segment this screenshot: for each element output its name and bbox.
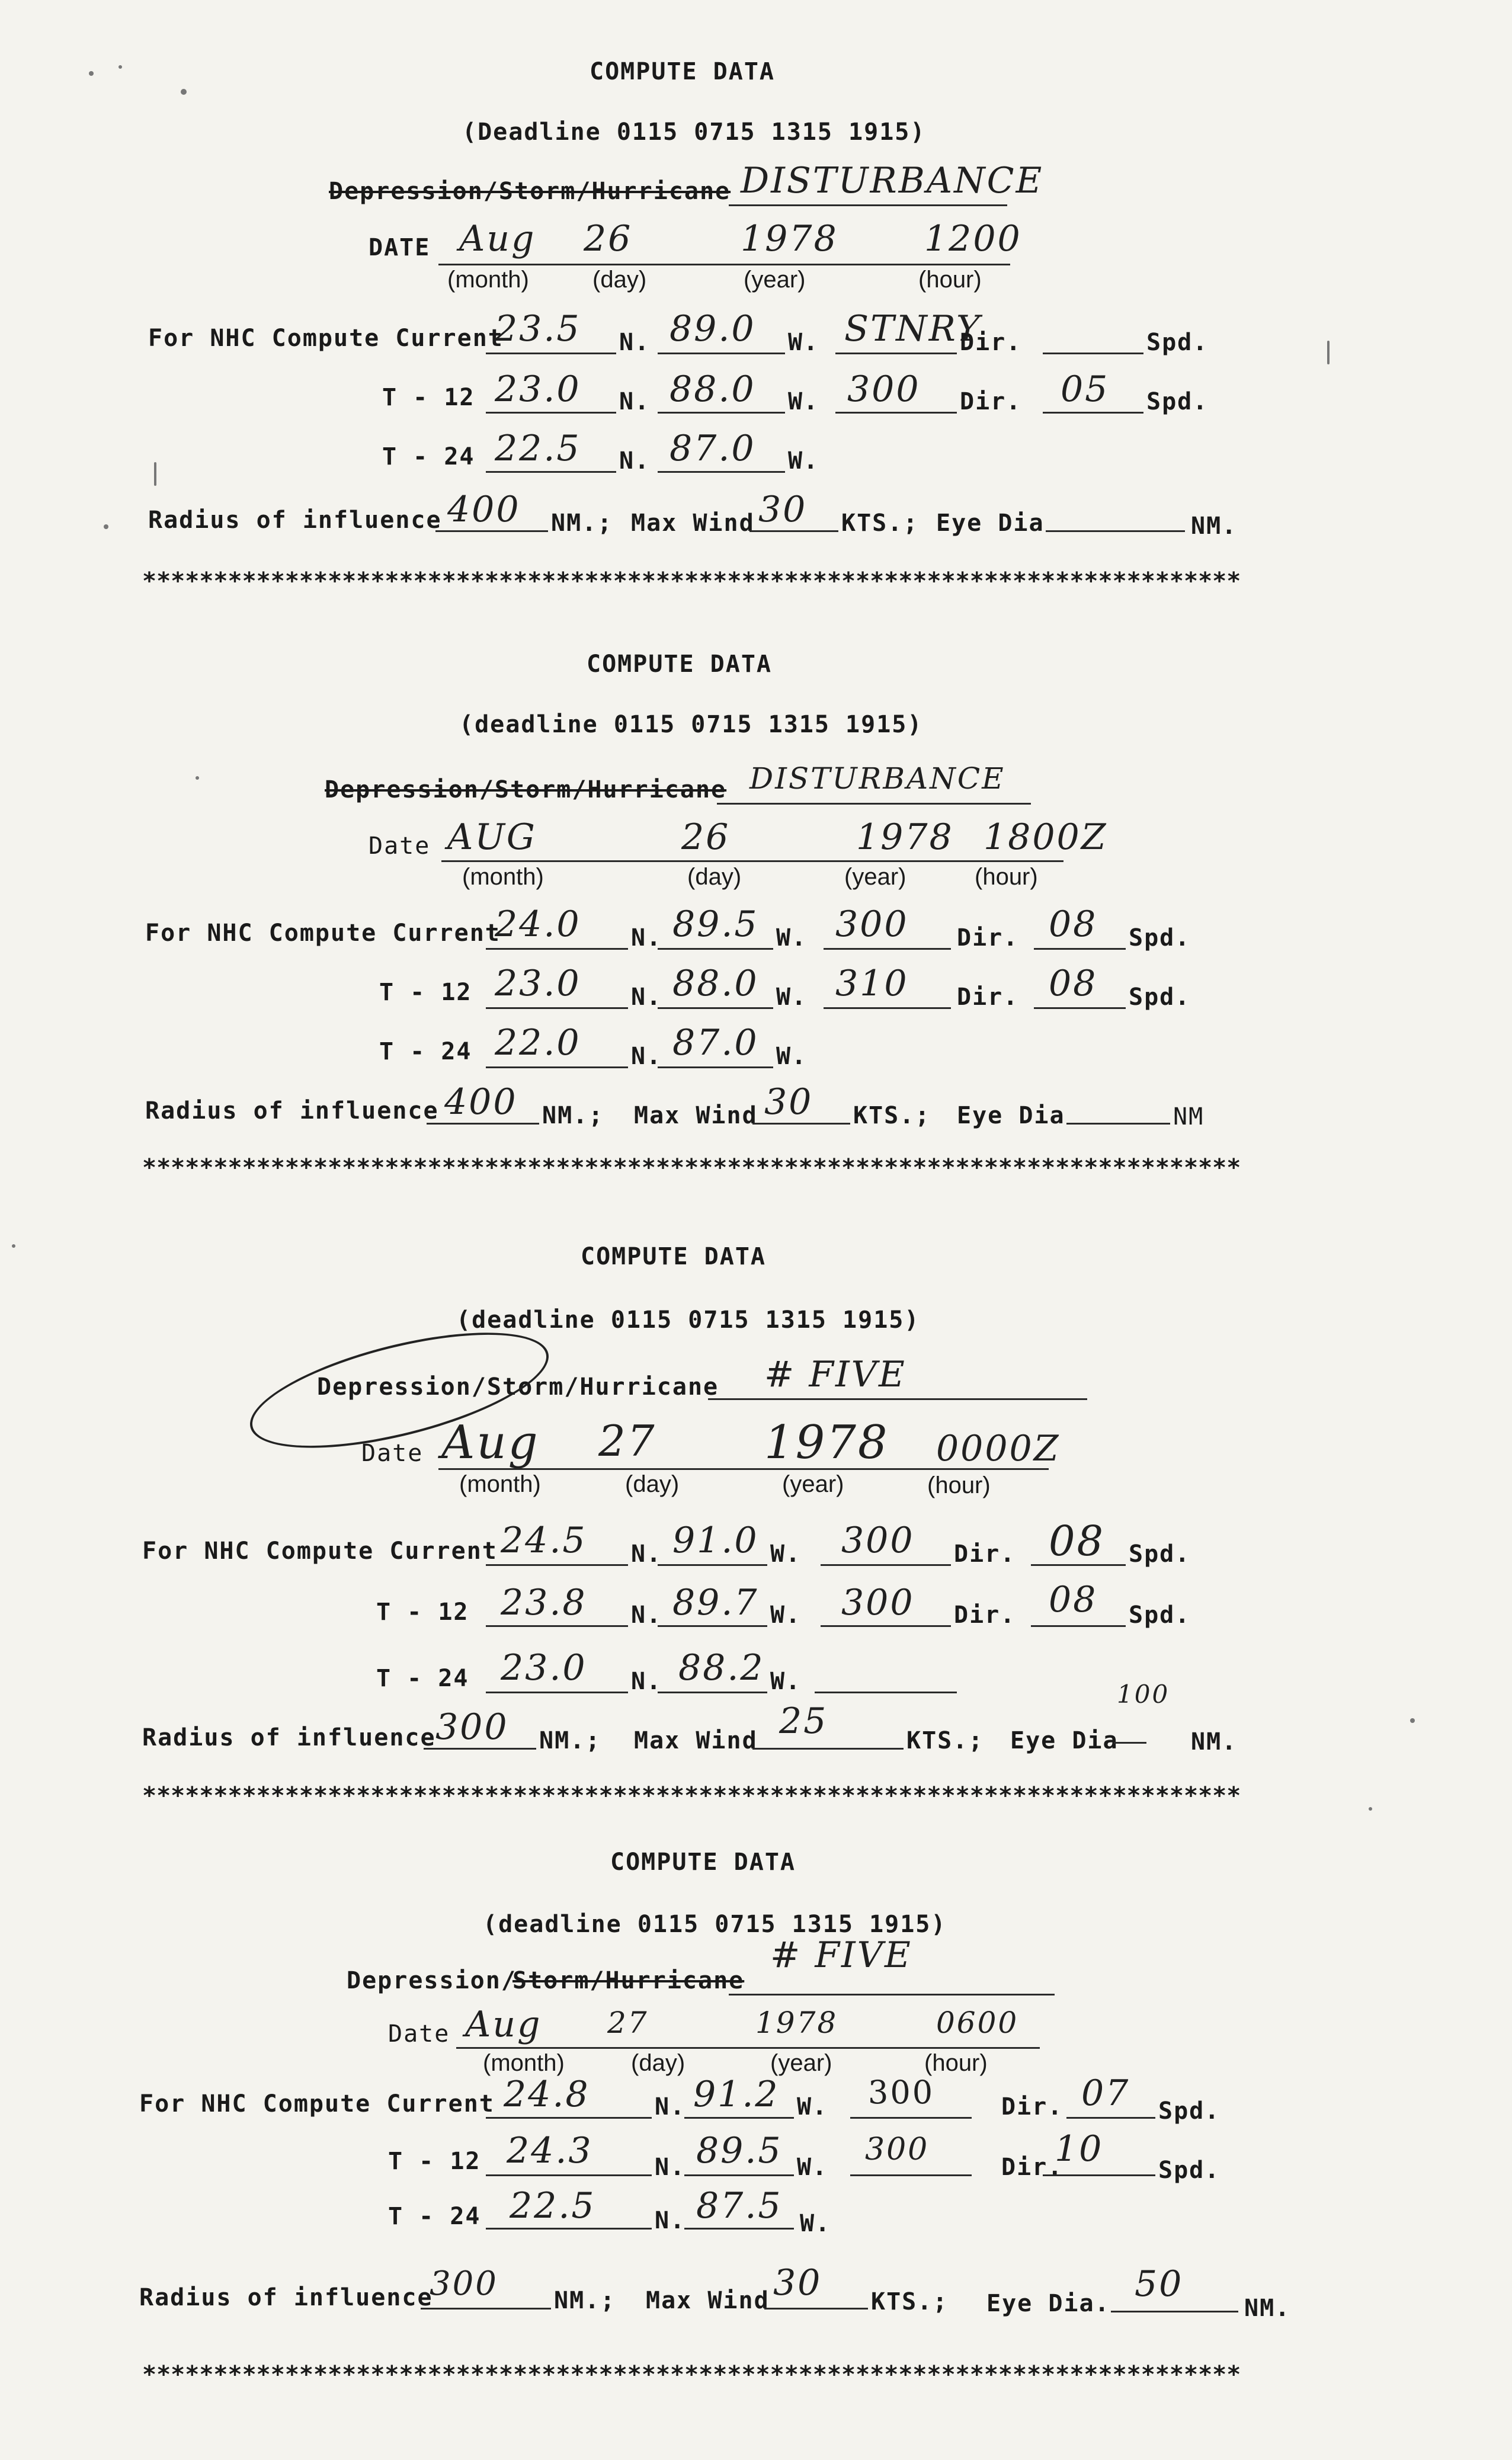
scan-speck — [104, 524, 108, 529]
form-title: COMPUTE DATA — [587, 651, 772, 678]
n-unit: N. — [631, 1668, 662, 1695]
current-lon: 91.2 — [693, 2074, 780, 2115]
t12-lat: 23.8 — [501, 1582, 587, 1623]
n-unit: N. — [655, 2093, 686, 2121]
deadline-text: (deadline 0115 0715 1315 1915) — [456, 1306, 920, 1334]
current-dir-line — [835, 353, 957, 354]
dir-unit: Dir. — [957, 984, 1019, 1011]
max-wind-line — [752, 1123, 850, 1125]
max-wind-value: 30 — [773, 2262, 822, 2304]
radius-line — [427, 1123, 539, 1125]
t24-lon-line — [658, 1692, 767, 1693]
current-lon-line — [658, 948, 773, 950]
cyclone-type-label-struck: Depression/Storm/Hurricane — [325, 776, 727, 803]
spd-unit: Spd. — [1129, 984, 1191, 1011]
spd-unit: Spd. — [1146, 329, 1209, 356]
w-unit: W. — [776, 924, 808, 952]
scan-speck — [118, 65, 122, 69]
t12-lat-line — [486, 1625, 628, 1627]
date-month-value: AUG — [447, 816, 537, 858]
current-lat-line — [486, 353, 616, 354]
date-label: Date — [361, 1440, 424, 1467]
eye-dia-value: 50 — [1135, 2263, 1184, 2305]
dir-unit: Dir. — [1001, 2154, 1063, 2181]
w-unit: W. — [788, 388, 819, 415]
date-year-value: 1978 — [856, 816, 954, 858]
max-wind-line — [749, 530, 838, 532]
kts-unit: KTS.; — [841, 510, 919, 537]
t24-lon-line — [658, 1066, 773, 1068]
month-caption: (month) — [483, 2050, 565, 2076]
year-caption: (year) — [782, 1471, 844, 1497]
radius-label: Radius of influence — [139, 2284, 433, 2311]
t12-lon-line — [658, 1625, 767, 1627]
radius-line — [435, 530, 548, 532]
spd-unit: Spd. — [1158, 2097, 1221, 2125]
current-label: For NHC Compute Current — [139, 2090, 495, 2118]
t12-lon-line — [658, 1007, 773, 1009]
t12-label: T - 12 — [379, 979, 472, 1006]
n-unit: N. — [631, 1601, 662, 1629]
t24-label: T - 24 — [388, 2203, 481, 2230]
radius-value: 300 — [430, 2264, 498, 2303]
w-unit: W. — [800, 2210, 831, 2237]
date-month-value: Aug — [465, 2004, 542, 2045]
t12-label: T - 12 — [388, 2148, 481, 2175]
current-lat: 24.5 — [501, 1520, 587, 1561]
t12-lon: 89.7 — [672, 1582, 759, 1623]
scan-speck — [154, 462, 156, 486]
current-label: For NHC Compute Current — [142, 1537, 498, 1565]
date-year-value: 1978 — [741, 218, 838, 260]
date-hour-value: 0000Z — [936, 1428, 1061, 1469]
t24-lon-line — [684, 2228, 794, 2230]
n-unit: N. — [655, 2207, 686, 2234]
separator-stars: ***************************************************************************** — [142, 1782, 1241, 1809]
date-label: Date — [388, 2020, 450, 2048]
max-wind-value: 30 — [764, 1081, 813, 1123]
current-dir-line — [821, 1564, 951, 1566]
t24-label: T - 24 — [382, 443, 475, 470]
hour-caption: (hour) — [918, 267, 982, 293]
t12-label: T - 12 — [376, 1599, 469, 1626]
t12-lat-line — [486, 1007, 628, 1009]
eye-dia-label: Eye Dia — [957, 1102, 1065, 1129]
scan-speck — [181, 89, 187, 95]
t12-spd-line — [1043, 412, 1143, 414]
date-line — [441, 860, 1063, 862]
radius-label: Radius of influence — [148, 507, 442, 534]
current-lat-line — [486, 948, 628, 950]
eye-dia-line — [1046, 530, 1185, 532]
t24-lat-line — [486, 2228, 652, 2230]
day-caption: (day) — [592, 267, 647, 293]
date-year-value: 1978 — [764, 1416, 889, 1469]
scan-speck — [1327, 341, 1330, 364]
cyclone-type-line — [729, 204, 1007, 206]
current-lon: 91.0 — [672, 1520, 759, 1561]
month-caption: (month) — [462, 864, 544, 890]
t24-lat: 23.0 — [501, 1647, 587, 1689]
w-unit: W. — [776, 1043, 808, 1070]
cyclone-type-label-struck: Storm/Hurricane — [512, 1967, 745, 1994]
separator-stars: ***************************************************************************** — [142, 1154, 1241, 1181]
form-title: COMPUTE DATA — [610, 1849, 796, 1876]
current-spd: 07 — [1081, 2073, 1130, 2114]
eye-dia-value: 100 — [1117, 1680, 1170, 1709]
current-spd-line — [1043, 353, 1143, 354]
eye-dia-line — [1111, 2311, 1238, 2312]
t12-lat: 23.0 — [495, 963, 581, 1004]
current-spd-line — [1034, 948, 1126, 950]
t24-lat-line — [486, 1066, 628, 1068]
current-lon-line — [684, 2117, 794, 2119]
year-caption: (year) — [770, 2050, 832, 2076]
w-unit: W. — [770, 1601, 802, 1629]
year-caption: (year) — [844, 864, 906, 890]
t12-dir-line — [824, 1007, 951, 1009]
t12-dir: 300 — [865, 2132, 930, 2167]
n-unit: N. — [631, 924, 662, 952]
nm-unit: NM. — [1191, 1728, 1238, 1756]
date-line — [438, 1468, 1049, 1470]
current-spd: 08 — [1049, 1517, 1106, 1565]
t12-lon-line — [684, 2174, 794, 2176]
eye-dia-label: Eye Dia — [936, 510, 1045, 537]
month-caption: (month) — [447, 267, 529, 293]
nm-unit: NM.; — [551, 510, 613, 537]
max-wind-label: Max Wind — [634, 1727, 758, 1754]
t12-dir-line — [850, 2174, 972, 2176]
current-label: For NHC Compute Current — [148, 325, 504, 352]
current-dir: 300 — [868, 2074, 935, 2111]
radius-line — [424, 1748, 536, 1750]
current-dir-line — [850, 2117, 972, 2119]
date-day-value: 27 — [598, 1416, 656, 1466]
spd-unit: Spd. — [1129, 1540, 1191, 1568]
nm-unit: NM. — [1191, 512, 1238, 540]
year-caption: (year) — [744, 267, 806, 293]
current-spd-line — [1031, 1564, 1126, 1566]
t24-lat: 22.5 — [510, 2185, 596, 2227]
month-caption: (month) — [459, 1471, 541, 1497]
current-lat-line — [486, 1564, 628, 1566]
max-wind-label: Max Wind — [631, 510, 755, 537]
w-unit: W. — [797, 2154, 828, 2181]
current-dir: 300 — [841, 1520, 915, 1561]
scan-speck — [1410, 1718, 1415, 1723]
cyclone-type-label-struck: Depression/Storm/Hurricane — [329, 178, 731, 205]
scan-speck — [12, 1244, 15, 1248]
max-wind-line — [752, 1748, 904, 1750]
max-wind-label: Max Wind — [634, 1102, 758, 1129]
current-lon: 89.5 — [672, 904, 759, 945]
day-caption: (day) — [625, 1471, 680, 1497]
hour-caption: (hour) — [924, 2050, 988, 2076]
date-year-value: 1978 — [755, 2006, 838, 2040]
radius-label: Radius of influence — [145, 1097, 439, 1125]
current-dir: STNRY — [844, 308, 982, 350]
spd-unit: Spd. — [1158, 2157, 1221, 2184]
t24-lat: 22.5 — [495, 428, 581, 469]
date-line — [456, 2047, 1040, 2049]
deadline-text: (deadline 0115 0715 1315 1915) — [459, 711, 923, 738]
cyclone-type-line — [717, 803, 1031, 805]
t12-lat-line — [486, 412, 616, 414]
w-unit: W. — [797, 2093, 828, 2121]
n-unit: N. — [619, 388, 651, 415]
cyclone-type-value: DISTURBANCE — [749, 761, 1005, 796]
kts-unit: KTS.; — [906, 1727, 984, 1754]
t24-lon: 88.2 — [678, 1647, 765, 1689]
t12-lat-line — [486, 2174, 652, 2176]
date-label: Date — [369, 832, 431, 860]
cyclone-type-label-prefix: Depression/ — [347, 1967, 517, 1994]
t24-label: T - 24 — [376, 1665, 469, 1692]
n-unit: N. — [655, 2154, 686, 2181]
date-month-value: Aug — [459, 218, 536, 260]
t12-dir-line — [821, 1625, 951, 1627]
t12-label: T - 12 — [382, 384, 475, 411]
separator-stars: ***************************************************************************** — [142, 568, 1241, 595]
n-unit: N. — [631, 1540, 662, 1568]
t12-dir-line — [835, 412, 957, 414]
current-lon: 89.0 — [669, 308, 756, 350]
form-title: COMPUTE DATA — [590, 58, 775, 85]
t12-lon: 88.0 — [669, 369, 756, 410]
radius-value: 400 — [447, 489, 521, 530]
separator-stars: ***************************************************************************** — [142, 2361, 1241, 2388]
dir-unit: Dir. — [960, 329, 1022, 356]
current-dir: 300 — [835, 904, 909, 945]
nm-unit: NM.; — [539, 1727, 601, 1754]
n-unit: N. — [619, 447, 651, 475]
current-label: For NHC Compute Current — [145, 920, 501, 947]
cyclone-type-value: DISTURBANCE — [741, 160, 1044, 201]
date-line — [438, 264, 1010, 265]
t12-dir: 300 — [841, 1582, 915, 1623]
dir-unit: Dir. — [1001, 2093, 1063, 2121]
cyclone-type-line — [708, 1398, 1087, 1400]
cyclone-type-label: Depression/Storm/Hurricane — [317, 1373, 719, 1401]
max-wind-value: 25 — [779, 1700, 828, 1742]
day-caption: (day) — [687, 864, 742, 890]
nm-unit: NM — [1173, 1103, 1205, 1130]
dir-unit: Dir. — [954, 1540, 1016, 1568]
eye-dia-label: Eye Dia — [1010, 1727, 1119, 1754]
date-month-value: Aug — [441, 1416, 540, 1469]
radius-value: 300 — [435, 1706, 509, 1748]
scan-speck — [196, 776, 199, 780]
current-spd: 08 — [1049, 904, 1098, 945]
t12-dir: 300 — [847, 369, 921, 410]
current-lon-line — [658, 1564, 767, 1566]
t24-lon-line — [658, 471, 785, 473]
date-day-value: 27 — [607, 2006, 649, 2040]
dir-unit: Dir. — [954, 1601, 1016, 1629]
t24-lat-line — [486, 471, 616, 473]
dir-unit: Dir. — [957, 924, 1019, 952]
cyclone-type-value: # FIVE — [770, 1934, 912, 1976]
radius-line — [421, 2308, 551, 2310]
current-lat: 24.8 — [504, 2074, 590, 2115]
t12-lon-line — [658, 412, 785, 414]
t12-spd-line — [1031, 1625, 1126, 1627]
current-dir-line — [824, 948, 951, 950]
w-unit: W. — [770, 1540, 802, 1568]
t24-extra-line — [815, 1692, 957, 1693]
n-unit: N. — [619, 329, 651, 356]
t12-spd: 10 — [1055, 2128, 1104, 2170]
w-unit: W. — [776, 984, 808, 1011]
current-lat: 24.0 — [495, 904, 581, 945]
t12-spd-line — [1043, 2174, 1155, 2176]
form-title: COMPUTE DATA — [581, 1243, 766, 1270]
hour-caption: (hour) — [975, 864, 1038, 890]
current-lat: 23.5 — [495, 308, 581, 350]
scan-speck — [89, 71, 94, 76]
t12-dir: 310 — [835, 963, 909, 1004]
t12-lat: 23.0 — [495, 369, 581, 410]
t12-spd: 08 — [1049, 1579, 1098, 1620]
max-wind-line — [764, 2308, 868, 2310]
max-wind-label: Max Wind — [646, 2287, 770, 2314]
t12-lon: 88.0 — [672, 963, 759, 1004]
spd-unit: Spd. — [1146, 388, 1209, 415]
eye-dia-line — [1066, 1123, 1170, 1125]
date-hour-value: 1800Z — [984, 816, 1108, 858]
t24-lat-line — [486, 1692, 628, 1693]
t24-lon: 87.0 — [669, 428, 756, 469]
max-wind-value: 30 — [758, 489, 808, 530]
date-label: DATE — [369, 234, 431, 261]
t12-spd: 08 — [1049, 963, 1098, 1004]
t12-lon: 89.5 — [696, 2130, 783, 2171]
current-spd-line — [1066, 2117, 1155, 2119]
spd-unit: Spd. — [1129, 924, 1191, 952]
n-unit: N. — [631, 1043, 662, 1070]
nm-unit: NM. — [1244, 2295, 1291, 2322]
deadline-text: (Deadline 0115 0715 1315 1915) — [462, 118, 926, 146]
nm-unit: NM.; — [542, 1102, 604, 1129]
n-unit: N. — [631, 984, 662, 1011]
t24-lat: 22.0 — [495, 1022, 581, 1064]
t24-lon: 87.5 — [696, 2185, 783, 2227]
current-lon-line — [658, 353, 785, 354]
date-hour-value: 1200 — [924, 218, 1022, 260]
current-lat-line — [486, 2117, 652, 2119]
cyclone-type-line — [729, 1994, 1055, 1995]
t12-spd: 05 — [1061, 369, 1110, 410]
date-day-value: 26 — [681, 816, 731, 858]
cyclone-type-value: # FIVE — [764, 1354, 906, 1395]
radius-value: 400 — [444, 1081, 518, 1123]
w-unit: W. — [788, 329, 819, 356]
hour-caption: (hour) — [927, 1472, 991, 1498]
radius-label: Radius of influence — [142, 1724, 436, 1751]
date-day-value: 26 — [584, 218, 633, 260]
scan-speck — [1369, 1807, 1372, 1811]
t12-lat: 24.3 — [507, 2130, 593, 2171]
w-unit: W. — [770, 1668, 802, 1695]
t24-lon: 87.0 — [672, 1022, 759, 1064]
eye-dia-mark — [1114, 1742, 1146, 1744]
date-hour-value: 0600 — [936, 2006, 1019, 2040]
eye-dia-label: Eye Dia. — [986, 2290, 1110, 2317]
nm-unit: NM.; — [554, 2287, 616, 2314]
kts-unit: KTS.; — [871, 2288, 949, 2315]
day-caption: (day) — [631, 2050, 685, 2076]
kts-unit: KTS.; — [853, 1102, 931, 1129]
spd-unit: Spd. — [1129, 1601, 1191, 1629]
w-unit: W. — [788, 447, 819, 475]
t12-spd-line — [1034, 1007, 1126, 1009]
dir-unit: Dir. — [960, 388, 1022, 415]
t24-label: T - 24 — [379, 1038, 472, 1065]
deadline-text: (deadline 0115 0715 1315 1915) — [483, 1911, 947, 1938]
